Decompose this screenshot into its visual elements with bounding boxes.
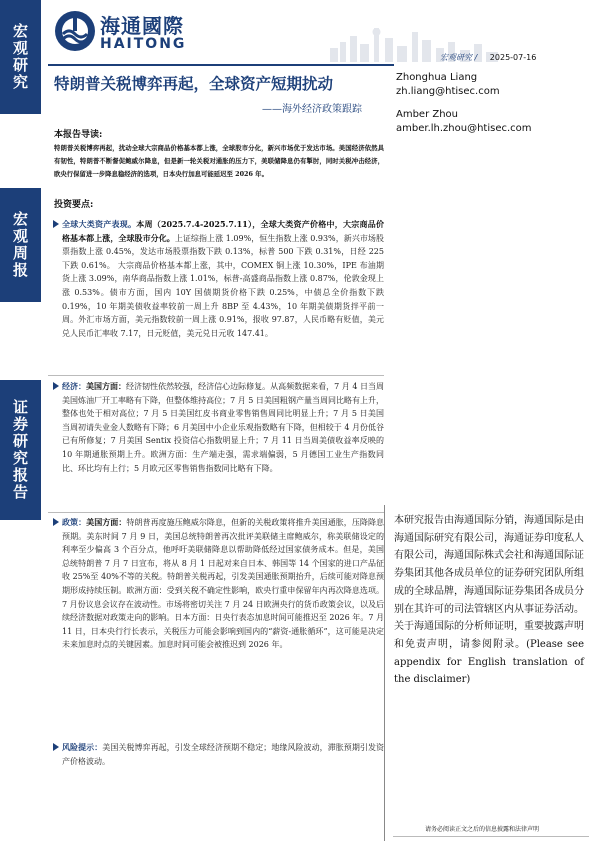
point-label: 政策： [62,517,87,527]
report-subtitle: ——海外经济政策跟踪 [262,104,362,115]
report-date: 2025-07-16 [489,53,537,62]
logo-emblem-icon [54,10,96,52]
section-divider [48,512,384,513]
point-body: 经济韧性依然较强，经济信心边际修复。从高频数据来看，7 月 4 日当周美国炼油厂开工率略有下降，但整体维持高位；7 月 5 日美国粗钢产量当周同比略有上升，整体也处于相对高位；7 月 5 日美国红皮书商业零售销售周同比明显上升；7 月 5 日美国当周初请失业金人数略有下降；6 月美国中小企业乐观指数略有下降，但相较于 4 月份低谷已有所修复；7 月美国 Sentix 投资信心指数明显上升；7 月 11 日当周美债收益率反映的 10 年期通胀预期上升。欧洲方面：生产端走强，需求端偏弱，5 月德国工业生产指数同比、环比均有上行；5 月欧元区零售销售指数同比略有下降。 [62,382,385,473]
logo-english-name: HAITONG [100,36,187,52]
bullet-icon [53,518,59,526]
logo-chinese-name: 海通國際 [100,14,184,38]
report-category: 宏观研究 / [440,53,478,62]
bullet-icon [53,220,59,228]
points-heading: 投资要点: [54,200,94,210]
point-label: 风险提示： [62,742,103,752]
author-email[interactable]: amber.lh.zhou@htisec.com [396,123,532,134]
section-tag-weekly: 宏观周报 [0,188,41,302]
bullet-icon [53,382,59,390]
point-lead: 美国方面： [86,517,127,527]
bullet-icon [53,743,59,751]
point-policy [62,516,384,652]
header-divider [48,64,394,66]
author-email[interactable]: zh.liang@htisec.com [396,86,500,97]
point-economy [62,380,384,475]
point-body: 美国关税博弈再起，引发全球经济预期不稳定；地缘风险波动，滞胀预期引发资产价格波动。 [62,743,385,766]
point-lead: 美国方面： [86,381,127,391]
report-category-date [440,52,536,63]
footer-divider [393,836,589,837]
point-lead: 本周（2025.7.4-2025.7.11），全球大类资产价格中，大宗商品价格基本都上涨，全球股市分化。 [62,219,385,243]
section-tag-report: 证券研究报告 [0,380,41,520]
haitong-logo [54,10,194,54]
guide-heading: 本报告导读: [54,130,103,140]
point-risk [62,741,384,768]
point-body: 特朗普再度施压鲍威尔降息，但新的关税政策将推升美国通胀，压降降息预期。美东时间 7 月 9 日，美国总统特朗普再次批评美联储主席鲍威尔，称美联储设定的利率至少偏高 3 个百分点，他呼吁美联储降息以帮助降低经过国家债务成本。但是，美国总统特朗普 7 月 7 日宣布，将从 8 月 1 日起对来自日本、韩国等 14 个国家的进口产品征收 25%至 40%不等的关税。特朗普关税再起，引发美国通胀预期抬升，后续可能对降息预期形成持续压制。欧洲方面：受到关税不确定性影响，欧央行重申保留年内再次降息选项。7 月份议息会议存在波动性。市场将密切关注 7 月 24 日欧洲央行的货币政策会议，以及后续经济数据对政策走向的影响。日本方面：日央行表态加息时间可能推迟至 2026 年。7 月 11 日，日本央行行长表示，关税压力可能会影响到国内的“薪资-通胀循环”，这可能是决定未来加息时点的关键因素。加息时间可能会被推迟到 2026 年。 [62,518,385,650]
point-body: 上证综指上涨 1.09%，恒生指数上涨 0.93%，新兴市场股票指数上涨 0.45%，发达市场股票指数下跌 0.13%，标普 500 下跌 0.31%，日经 225 下跌 0.61%。 大宗商品价格基本都上涨，其中，COMEX 铜上涨 10.30%，IPE 布油期货上涨 3.09%，南华商品指数上涨 1.01%，标普-高盛商品指数上涨 0.87%，伦敦金现上涨 0.53%。债市方面，国内 10Y 国债期货价格下跌 0.25%，中债总全价指数下跌 0.19%，10 年期美债收益率较前一周上升 8BP 至 4.43%，10 年期美债期货拌平前一周。外汇市场方面，美元指数较前一周上涨 0.91%，报收 97.87，人民币略有贬值，美元兑人民币汇率收 7.17，日元贬值，美元兑日元收 147.41。 [62,233,384,338]
section-tag-macro-research: 宏观研究 [0,0,41,114]
report-title: 特朗普关税博弈再起，全球资产短期扰动 [54,74,334,93]
author-name: Amber Zhou [396,109,459,120]
author-name: Zhonghua Liang [396,72,478,83]
guide-body: 特朗普关税博弈再起，扰动全球大宗商品价格基本都上涨，全球股市分化，新兴市场优于发达市场。美国经济依然具有韧性，特朗普不断督促鲍威尔降息，但是新一轮关税对通胀的压力下，美联储降息仍有掣肘，同时关税冲击经济，欧央行保留进一步降息稳经济的选项，日本央行加息可能延迟至 2026 年。 [54,144,384,178]
point-label: 经济： [62,381,87,391]
point-label: 全球大类资产表现。 [62,219,137,229]
disclaimer-text: 本研究报告由海通国际分销，海通国际是由海通国际研究有限公司，海通证券印度私人有限公司，海通国际株式会社和海通国际证券集团其他各成员单位的证券研究团队所组成的全球品牌，海通国际证券集团各成员分别在其许可的司法管辖区内从事证券活动。关于海通国际的分析师证明，重要披露声明和免责声明，请参阅附录。(Please see appendix for English translation of the disclaimer) [394,515,584,686]
sidebar [0,0,41,841]
point-asset-performance [62,218,384,340]
section-divider [48,375,384,376]
footer-notice: 请务必阅读正文之后的信息披露和法律声明 [425,826,540,833]
